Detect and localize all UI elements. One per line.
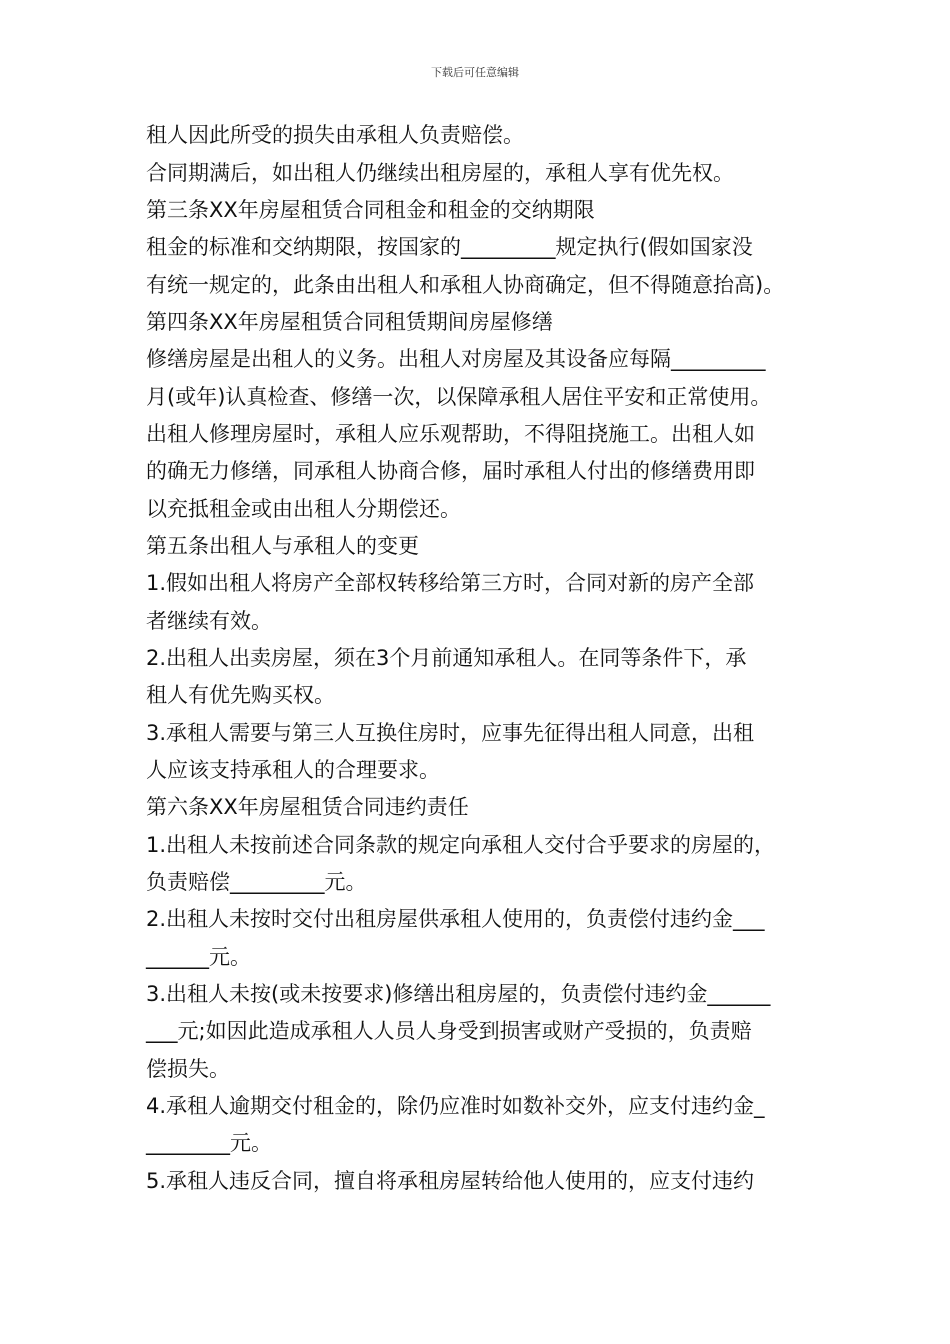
body-line: 合同期满后，如出租人仍继续出租房屋的，承租人享有优先权。: [146, 161, 734, 185]
body-line: 人应该支持承租人的合理要求。: [146, 758, 440, 782]
body-line: ______元。: [146, 945, 251, 969]
body-line: 者继续有效。: [146, 609, 272, 633]
body-line: 修缮房屋是出租人的义务。出租人对房屋及其设备应每隔_________: [146, 347, 766, 371]
body-line: 负责赔偿_________元。: [146, 870, 367, 894]
body-line: 3.出租人未按(或未按要求)修缮出租房屋的，负责偿付违约金______: [146, 982, 771, 1006]
body-line: 5.承租人违反合同，擅自将承租房屋转给他人使用的，应支付违约: [146, 1169, 755, 1193]
body-line: 1.出租人未按前述合同条款的规定向承租人交付合乎要求的房屋的，: [146, 833, 776, 857]
body-line: 3.承租人需要与第三人互换住房时，应事先征得出租人同意，出租: [146, 721, 755, 745]
body-line: ________元。: [146, 1131, 272, 1155]
body-line: 1.假如出租人将房产全部权转移给第三方时，合同对新的房产全部: [146, 571, 755, 595]
section-heading: 第三条XX年房屋租赁合同租金和租金的交纳期限: [146, 198, 595, 222]
body-line: 以充抵租金或由出租人分期偿还。: [146, 497, 461, 521]
body-line: 4.承租人逾期交付租金的，除仍应准时如数补交外，应支付违约金_: [146, 1094, 765, 1118]
body-line: 有统一规定的，此条由出租人和承租人协商确定，但不得随意抬高)。: [146, 273, 785, 297]
section-heading: 第四条XX年房屋租赁合同租赁期间房屋修缮: [146, 310, 553, 334]
body-line: 租人因此所受的损失由承租人负责赔偿。: [146, 123, 524, 147]
body-line: 2.出租人未按时交付出租房屋供承租人使用的，负责偿付违约金___: [146, 907, 765, 931]
body-line: 月(或年)认真检查、修缮一次，以保障承租人居住平安和正常使用。: [146, 385, 772, 409]
section-heading: 第六条XX年房屋租赁合同违约责任: [146, 795, 469, 819]
body-line: 偿损失。: [146, 1057, 230, 1081]
body-line: ___元;如因此造成承租人人员人身受到损害或财产受损的，负责赔: [146, 1019, 752, 1043]
page-header-note: 下载后可任意编辑: [431, 66, 519, 79]
body-line: 租金的标准和交纳期限，按国家的_________规定执行(假如国家没: [146, 235, 753, 259]
body-line: 的确无力修缮，同承租人协商合修，届时承租人付出的修缮费用即: [146, 459, 755, 483]
body-line: 2.出租人出卖房屋，须在3个月前通知承租人。在同等条件下，承: [146, 646, 747, 670]
section-heading: 第五条出租人与承租人的变更: [146, 534, 419, 558]
body-line: 出租人修理房屋时，承租人应乐观帮助，不得阻挠施工。出租人如: [146, 422, 755, 446]
body-line: 租人有优先购买权。: [146, 683, 335, 707]
